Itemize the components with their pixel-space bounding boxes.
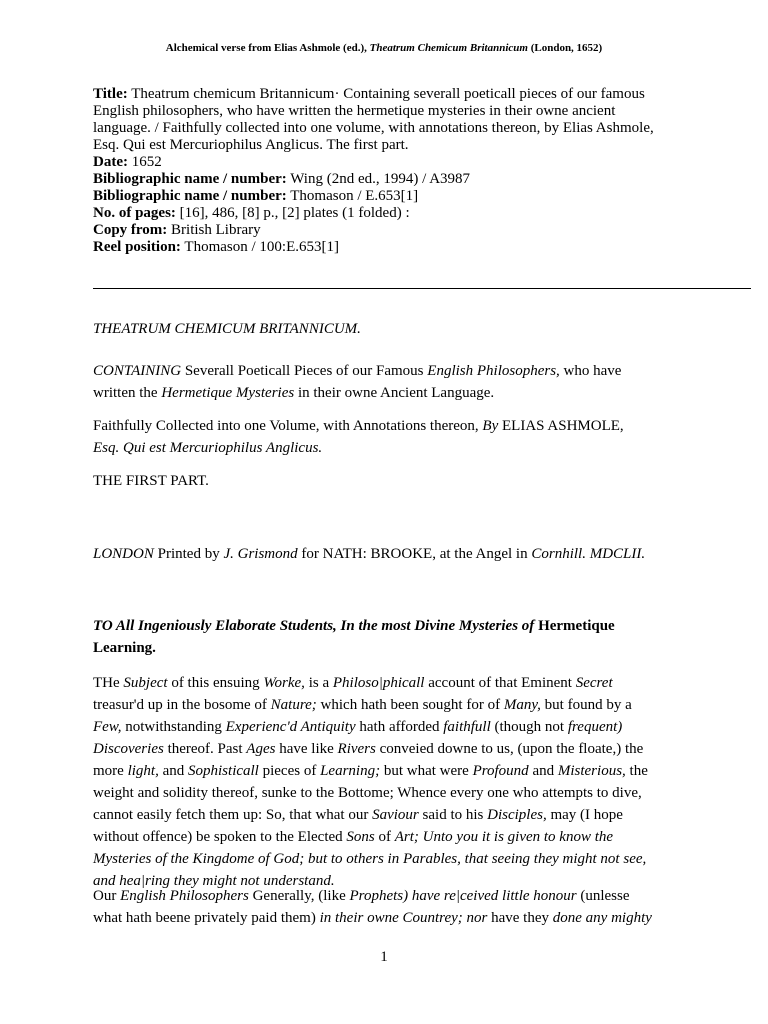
text-run: is a — [304, 675, 333, 691]
text-run: said to his — [418, 807, 488, 823]
text-run: Rivers — [337, 741, 376, 757]
metadata-row — [93, 154, 683, 171]
text-line — [93, 885, 683, 907]
text-run: in their owne Countrey; nor — [319, 910, 488, 926]
text-run: Worke, — [263, 675, 305, 691]
metadata-label: No. of pages: — [93, 205, 176, 221]
metadata-row — [93, 205, 683, 222]
text-line — [93, 318, 683, 340]
text-run: THe — [93, 675, 124, 691]
text-run: Sophisticall — [188, 763, 259, 779]
page-number: 1 — [380, 949, 388, 965]
text-run: and hea|ring they might not understand. — [93, 873, 335, 889]
text-run: account of that Eminent — [424, 675, 576, 691]
text-run: English Philosophers, — [427, 363, 560, 379]
text-run: Philoso|phicall — [332, 675, 425, 691]
text-run: J. Grismond — [223, 546, 298, 562]
text-run: have they — [487, 910, 553, 926]
text-run: Ages — [246, 741, 276, 757]
metadata-value: Theatrum chemicum Britannicum· Containing severall poeticall pieces of our famous — [131, 86, 645, 102]
text-run: Misterious, — [557, 763, 626, 779]
text-run: Sons — [346, 829, 375, 845]
text-run: (though not — [490, 719, 568, 735]
text-run: the — [625, 763, 648, 779]
text-run: Discoveries — [93, 741, 164, 757]
text-run: LONDON — [93, 546, 154, 562]
text-line — [93, 672, 683, 694]
bibliographic-metadata — [93, 86, 683, 256]
metadata-value: Thomason / 100:E.653[1] — [184, 239, 339, 255]
text-run: frequent) — [567, 719, 623, 735]
metadata-label: Date: — [93, 154, 128, 170]
text-line — [93, 804, 683, 826]
text-run: Mysteries of the Kingdome of God; but to others in Parables, that seeing they might not see, — [93, 851, 647, 867]
header-title: Theatrum Chemicum Britannicum — [369, 42, 528, 54]
paragraph — [93, 470, 683, 492]
text-run: faithfull — [443, 719, 491, 735]
text-run: Generally, (like — [248, 888, 350, 904]
text-run: in their owne Ancient Language. — [294, 385, 495, 401]
text-line — [93, 826, 683, 848]
metadata-row — [93, 188, 683, 205]
metadata-value: Thomason / E.653[1] — [290, 188, 419, 204]
header-prefix: Alchemical verse from Elias Ashmole (ed.), — [165, 42, 367, 54]
text-run: Hermetique Mysteries — [161, 385, 295, 401]
metadata-value: language. / Faithfully collected into one volume, with annotations thereon, by Elias Ashmole, — [93, 120, 654, 136]
text-line — [93, 543, 683, 565]
text-line — [93, 470, 683, 492]
text-run: By — [482, 418, 499, 434]
text-run: Nature; — [270, 697, 317, 713]
text-line — [93, 437, 683, 459]
text-line — [93, 782, 683, 804]
text-run: thereof. Past — [163, 741, 247, 757]
metadata-row — [93, 86, 683, 154]
text-run: Hermetique — [534, 618, 615, 634]
text-run: Disciples, — [487, 807, 547, 823]
text-run: cannot easily fetch them up: So, that what our — [93, 807, 373, 823]
metadata-value: Esq. Qui est Mercuriophilus Anglicus. The first part. — [93, 137, 409, 153]
text-run: Faithfully Collected into one Volume, with Annotations thereon, — [93, 418, 483, 434]
text-run: hath afforded — [355, 719, 444, 735]
text-run: Printed by — [153, 546, 224, 562]
text-run: Learning. — [93, 640, 156, 656]
metadata-value: British Library — [171, 222, 261, 238]
text-run: notwithstanding — [121, 719, 226, 735]
metadata-row — [93, 239, 683, 256]
text-run: Many, — [503, 697, 541, 713]
paragraph — [93, 615, 683, 659]
text-run: Learning; — [320, 763, 381, 779]
header-suffix: (London, 1652) — [530, 42, 603, 54]
text-run: English Philosophers — [120, 888, 249, 904]
text-run: done any mighty — [552, 910, 652, 926]
text-run: weight and solidity thereof, sunke to the Bottome; Whence every one who attempts to dive, — [93, 785, 642, 801]
text-line — [93, 694, 683, 716]
text-run: pieces of — [258, 763, 321, 779]
text-run: conveied downe to us, (upon the floate,) the — [375, 741, 644, 757]
text-run: Experienc'd Antiquity — [225, 719, 356, 735]
metadata-label: Reel position: — [93, 239, 181, 255]
metadata-label: Bibliographic name / number: — [93, 171, 287, 187]
text-run: ELIAS ASHMOLE, — [498, 418, 624, 434]
paragraph — [93, 415, 683, 459]
text-run: may (I hope — [546, 807, 623, 823]
text-run: Profound — [472, 763, 529, 779]
text-line — [93, 637, 683, 659]
text-line — [93, 848, 683, 870]
text-run: light, — [127, 763, 159, 779]
text-run: which hath been sought for of — [316, 697, 504, 713]
text-run: Art; — [394, 829, 419, 845]
text-run: what hath beene privately paid them) — [93, 910, 320, 926]
metadata-value: English philosophers, who have written the hermetique mysteries in their owne ancient — [93, 103, 616, 119]
text-run: Subject — [123, 675, 168, 691]
metadata-row — [93, 171, 683, 188]
text-line — [93, 716, 683, 738]
text-run: Cornhill. MDCLII. — [531, 546, 646, 562]
paragraph — [93, 360, 683, 404]
text-run: more — [93, 763, 128, 779]
text-run: of — [374, 829, 395, 845]
horizontal-rule — [93, 288, 751, 289]
paragraph — [93, 672, 683, 892]
text-run: Secret — [575, 675, 613, 691]
text-run: for NATH: BROOKE, at the Angel in — [297, 546, 532, 562]
paragraph — [93, 543, 683, 565]
text-run: THEATRUM CHEMICUM BRITANNICUM. — [93, 321, 361, 337]
text-run: Severall Poeticall Pieces of our Famous — [181, 363, 428, 379]
text-run: Our — [93, 888, 121, 904]
text-run: but found by a — [540, 697, 632, 713]
text-run: have like — [275, 741, 338, 757]
running-header — [0, 41, 768, 55]
text-line — [93, 738, 683, 760]
text-run: but what were — [380, 763, 473, 779]
metadata-label: Bibliographic name / number: — [93, 188, 287, 204]
text-run: without offence) be spoken to the Elected — [93, 829, 347, 845]
text-run: CONTAINING — [93, 363, 182, 379]
text-line — [93, 415, 683, 437]
text-run: who have — [559, 363, 622, 379]
text-run: Prophets) have re|ceived little honour — [349, 888, 577, 904]
text-run: Saviour — [372, 807, 419, 823]
text-run: Unto you it is given to know the — [422, 829, 614, 845]
metadata-value: Wing (2nd ed., 1994) / A3987 — [290, 171, 471, 187]
text-run: and — [158, 763, 189, 779]
paragraph — [93, 885, 683, 929]
text-line — [93, 615, 683, 637]
text-line — [93, 382, 683, 404]
text-run: (unlesse — [576, 888, 630, 904]
text-run: TO All Ingeniously Elaborate Students, In the most Divine Mysteries of — [93, 618, 535, 634]
metadata-label: Copy from: — [93, 222, 168, 238]
metadata-value: 1652 — [131, 154, 162, 170]
text-run: Few, — [93, 719, 122, 735]
metadata-value: [16], 486, [8] p., [2] plates (1 folded) : — [179, 205, 410, 221]
text-line — [93, 360, 683, 382]
text-run: treasur'd up in the bosome of — [93, 697, 271, 713]
text-run: written the — [93, 385, 162, 401]
text-line — [93, 760, 683, 782]
metadata-row — [93, 222, 683, 239]
metadata-label: Title: — [93, 86, 128, 102]
text-run: THE FIRST PART. — [93, 473, 209, 489]
text-run: of this ensuing — [167, 675, 264, 691]
text-run: Esq. Qui est Mercuriophilus Anglicus. — [93, 440, 323, 456]
text-line — [93, 907, 683, 929]
text-run: and — [528, 763, 558, 779]
paragraph — [93, 318, 683, 340]
